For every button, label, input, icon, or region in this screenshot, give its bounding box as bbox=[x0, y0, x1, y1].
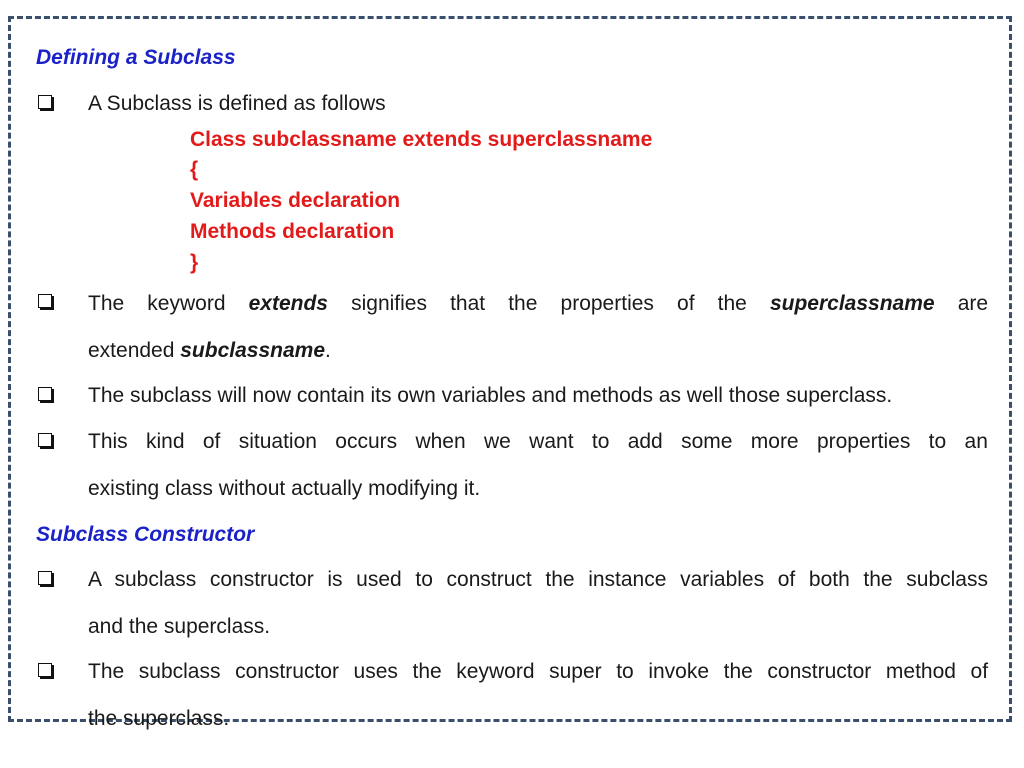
word: of bbox=[677, 292, 695, 315]
word: properties bbox=[816, 430, 911, 453]
word: constructor bbox=[209, 568, 314, 591]
word: is bbox=[327, 568, 343, 591]
word: constructor bbox=[235, 660, 339, 683]
constructor-paragraph-line1 bbox=[88, 569, 988, 590]
section-heading-defining-subclass: Defining a Subclass bbox=[36, 46, 236, 69]
word: the bbox=[723, 660, 753, 683]
text: extended bbox=[88, 339, 181, 362]
word: signifies bbox=[351, 292, 427, 315]
word: of bbox=[777, 568, 796, 591]
word: subclass bbox=[114, 568, 197, 591]
checkbox-bullet-icon bbox=[38, 95, 52, 109]
code-line: { bbox=[190, 158, 199, 181]
word: when bbox=[415, 430, 466, 453]
constructor-paragraph-line2: and the superclass. bbox=[88, 615, 271, 638]
extends-keyword-paragraph-line1 bbox=[88, 293, 988, 314]
code-line: Variables declaration bbox=[190, 189, 401, 212]
word: keyword bbox=[456, 660, 535, 683]
word: to bbox=[591, 430, 610, 453]
word: more bbox=[750, 430, 799, 453]
word: to bbox=[616, 660, 634, 683]
word: of bbox=[202, 430, 221, 453]
code-line: Methods declaration bbox=[190, 220, 395, 243]
word: occurs bbox=[335, 430, 398, 453]
word: subclass bbox=[138, 660, 221, 683]
word: This bbox=[88, 430, 128, 453]
word: method bbox=[885, 660, 956, 683]
word: of bbox=[970, 660, 989, 683]
word: the bbox=[717, 292, 747, 315]
word: properties bbox=[560, 292, 654, 315]
word: keyword bbox=[147, 292, 226, 315]
word: the bbox=[412, 660, 442, 683]
situation-paragraph-line1 bbox=[88, 431, 988, 452]
word: to bbox=[928, 430, 947, 453]
keyword-extends: extends bbox=[248, 292, 328, 315]
keyword-subclassname: subclassname bbox=[180, 339, 325, 362]
word: are bbox=[957, 292, 989, 315]
word: subclass bbox=[906, 568, 988, 591]
word: the bbox=[863, 568, 893, 591]
text: . bbox=[325, 339, 331, 362]
super-keyword-paragraph-line1 bbox=[88, 661, 988, 682]
word: construct bbox=[446, 568, 532, 591]
super-keyword-paragraph-line2: the superclass. bbox=[88, 707, 230, 730]
extends-keyword-paragraph-line2 bbox=[88, 340, 331, 361]
word: invoke bbox=[648, 660, 710, 683]
word: The bbox=[88, 660, 125, 683]
word: that bbox=[450, 292, 486, 315]
word: used bbox=[356, 568, 402, 591]
checkbox-bullet-icon bbox=[38, 294, 52, 308]
intro-text: A Subclass is defined as follows bbox=[88, 92, 386, 115]
subclass-contains-text: The subclass will now contain its own variables and methods as well those superclass. bbox=[88, 384, 893, 407]
word: the bbox=[508, 292, 538, 315]
code-line: } bbox=[190, 251, 199, 274]
word: uses bbox=[353, 660, 398, 683]
word: the bbox=[545, 568, 575, 591]
word: super bbox=[549, 660, 602, 683]
word: some bbox=[681, 430, 733, 453]
word: both bbox=[808, 568, 850, 591]
word: constructor bbox=[767, 660, 872, 683]
section-heading-subclass-constructor: Subclass Constructor bbox=[36, 523, 255, 546]
word: an bbox=[964, 430, 988, 453]
word: to bbox=[415, 568, 433, 591]
checkbox-bullet-icon bbox=[38, 663, 52, 677]
word: situation bbox=[238, 430, 317, 453]
word: we bbox=[483, 430, 511, 453]
keyword-superclassname: superclassname bbox=[769, 292, 935, 315]
code-line: Class subclassname extends superclassname bbox=[190, 128, 653, 151]
word: A bbox=[88, 568, 101, 591]
checkbox-bullet-icon bbox=[38, 387, 52, 401]
situation-paragraph-line2: existing class without actually modifying it. bbox=[88, 477, 481, 500]
word: want bbox=[529, 430, 574, 453]
word: add bbox=[627, 430, 663, 453]
word: The bbox=[88, 292, 125, 315]
word: variables bbox=[680, 568, 765, 591]
word: kind bbox=[146, 430, 185, 453]
checkbox-bullet-icon bbox=[38, 571, 52, 585]
checkbox-bullet-icon bbox=[38, 433, 52, 447]
word: instance bbox=[588, 568, 667, 591]
